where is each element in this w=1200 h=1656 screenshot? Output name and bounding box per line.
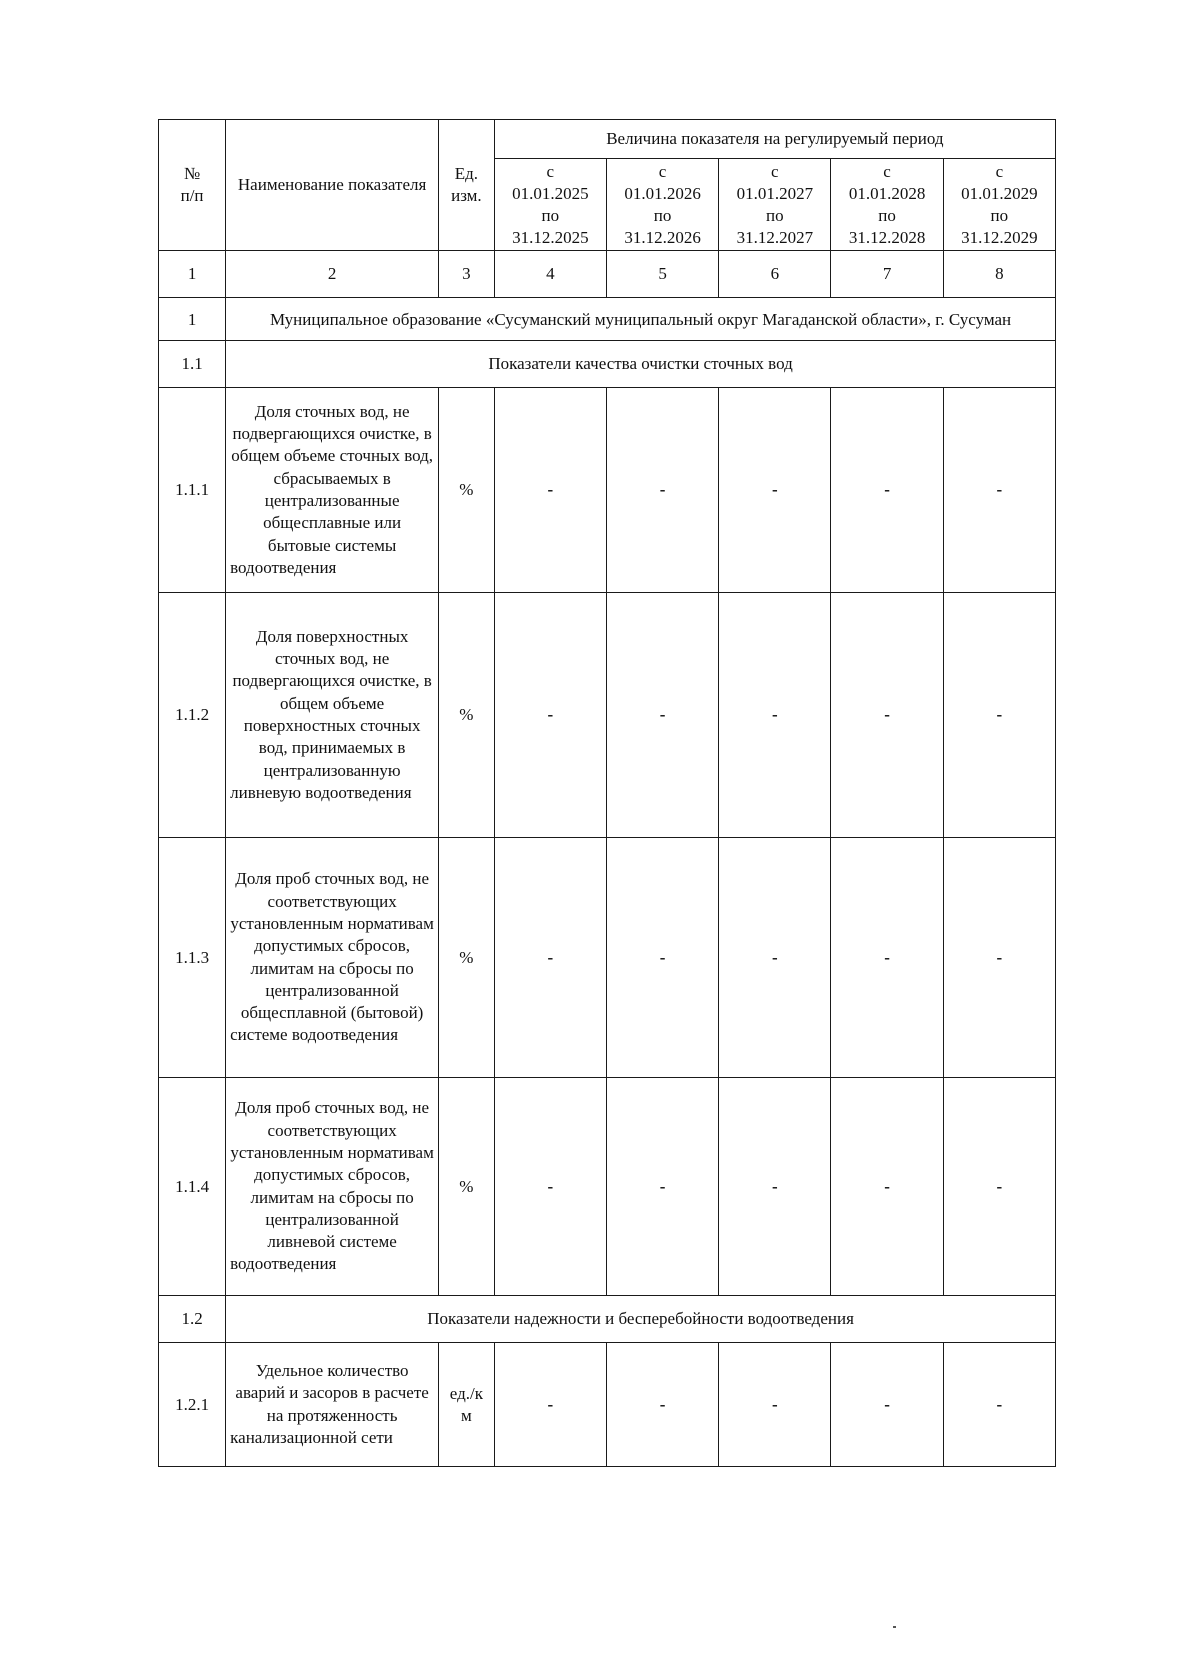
column-number: 6 bbox=[719, 251, 831, 298]
section-no: 1.1 bbox=[159, 341, 226, 388]
column-number: 8 bbox=[943, 251, 1055, 298]
period-from: 01.01.2025 bbox=[512, 183, 589, 203]
row-no: 1.1.1 bbox=[159, 388, 226, 593]
indicator-value: - bbox=[494, 388, 606, 593]
period-from: 01.01.2029 bbox=[961, 183, 1038, 203]
header-unit: Ед. изм. bbox=[439, 120, 495, 251]
indicator-value: - bbox=[494, 838, 606, 1078]
section-title: Показатели качества очистки сточных вод bbox=[226, 341, 1056, 388]
row-no: 1.1.3 bbox=[159, 838, 226, 1078]
indicator-value: - bbox=[606, 1343, 718, 1467]
section-no: 1.2 bbox=[159, 1296, 226, 1343]
indicator-value: - bbox=[606, 838, 718, 1078]
indicator-value: - bbox=[831, 1078, 943, 1296]
municipality-title: Муниципальное образование «Сусуманский муниципальный округ Магаданской области», г. Сусуман bbox=[226, 298, 1056, 341]
indicator-unit: % bbox=[439, 388, 495, 593]
row-no: 1.1.4 bbox=[159, 1078, 226, 1296]
indicator-name: Доля сточных вод, не подвергающихся очистке, в общем объеме сточных вод, сбрасываемых в централизованные общесплавные или бытовые системы водоотведения bbox=[226, 388, 439, 593]
indicator-value: - bbox=[943, 838, 1055, 1078]
indicator-unit: % bbox=[439, 838, 495, 1078]
indicator-value: - bbox=[606, 1078, 718, 1296]
indicator-value: - bbox=[831, 388, 943, 593]
period-to: 31.12.2028 bbox=[848, 227, 926, 247]
indicator-value: - bbox=[494, 593, 606, 838]
column-number: 1 bbox=[159, 251, 226, 298]
indicator-unit: % bbox=[439, 593, 495, 838]
period-from-word: с bbox=[771, 161, 779, 181]
indicator-name: Удельное количество аварий и засоров в расчете на протяженность канализационной сети bbox=[226, 1343, 439, 1467]
column-number: 5 bbox=[606, 251, 718, 298]
indicator-value: - bbox=[494, 1343, 606, 1467]
table-row bbox=[159, 593, 1056, 838]
header-no: № п/п bbox=[159, 120, 226, 251]
indicator-value: - bbox=[719, 593, 831, 838]
period-from-word: с bbox=[658, 161, 667, 181]
header-period-5 bbox=[943, 159, 1055, 251]
period-to-word: по bbox=[878, 205, 896, 225]
indicator-value: - bbox=[719, 1078, 831, 1296]
column-number: 4 bbox=[494, 251, 606, 298]
period-to: 31.12.2026 bbox=[624, 227, 701, 247]
period-to-word: по bbox=[653, 205, 672, 225]
header-period-4 bbox=[831, 159, 943, 251]
indicator-value: - bbox=[831, 838, 943, 1078]
period-from-word: с bbox=[546, 161, 555, 181]
header-period-2 bbox=[606, 159, 718, 251]
period-to: 31.12.2027 bbox=[736, 227, 814, 247]
indicator-unit: ед./км bbox=[439, 1343, 495, 1467]
period-from: 01.01.2026 bbox=[624, 183, 701, 203]
scan-speck bbox=[893, 1626, 896, 1628]
period-to-word: по bbox=[541, 205, 560, 225]
period-from-word: с bbox=[995, 161, 1004, 181]
municipality-no: 1 bbox=[159, 298, 226, 341]
indicator-value: - bbox=[943, 388, 1055, 593]
header-period-title: Величина показателя на регулируемый период bbox=[494, 120, 1055, 159]
indicator-value: - bbox=[606, 593, 718, 838]
period-to-word: по bbox=[766, 205, 784, 225]
header-period-3 bbox=[719, 159, 831, 251]
period-from: 01.01.2028 bbox=[848, 183, 926, 203]
section-title: Показатели надежности и бесперебойности водоотведения bbox=[226, 1296, 1056, 1343]
table-row bbox=[159, 1078, 1056, 1296]
indicator-value: - bbox=[943, 1078, 1055, 1296]
indicator-name: Доля поверхностных сточных вод, не подвергающихся очистке, в общем объеме поверхностных сточных вод, принимаемых в централизованную ливневую водоотведения bbox=[226, 593, 439, 838]
column-number: 3 bbox=[439, 251, 495, 298]
row-no: 1.2.1 bbox=[159, 1343, 226, 1467]
header-period-1 bbox=[494, 159, 606, 251]
indicator-value: - bbox=[719, 1343, 831, 1467]
header-name: Наименование показателя bbox=[226, 120, 439, 251]
table-row bbox=[159, 838, 1056, 1078]
indicator-value: - bbox=[494, 1078, 606, 1296]
column-number: 2 bbox=[226, 251, 439, 298]
table-row bbox=[159, 388, 1056, 593]
period-to: 31.12.2025 bbox=[512, 227, 589, 247]
indicator-name: Доля проб сточных вод, не соответствующих установленным нормативам допустимых сбросов, лимитам на сбросы по централизованной ливневой системе водоотведения bbox=[226, 1078, 439, 1296]
indicator-unit: % bbox=[439, 1078, 495, 1296]
period-from-word: с bbox=[883, 161, 891, 181]
indicator-value: - bbox=[831, 1343, 943, 1467]
indicator-name: Доля проб сточных вод, не соответствующих установленным нормативам допустимых сбросов, лимитам на сбросы по централизованной общесплавной (бытовой) системе водоотведения bbox=[226, 838, 439, 1078]
indicator-value: - bbox=[943, 593, 1055, 838]
indicator-value: - bbox=[831, 593, 943, 838]
indicator-value: - bbox=[719, 388, 831, 593]
period-to-word: по bbox=[990, 205, 1009, 225]
section-row bbox=[159, 1296, 1056, 1343]
section-row bbox=[159, 341, 1056, 388]
indicators-table bbox=[158, 119, 1056, 1467]
table-row bbox=[159, 1343, 1056, 1467]
row-no: 1.1.2 bbox=[159, 593, 226, 838]
period-to: 31.12.2029 bbox=[961, 227, 1038, 247]
period-from: 01.01.2027 bbox=[736, 183, 814, 203]
indicator-value: - bbox=[606, 388, 718, 593]
indicator-value: - bbox=[719, 838, 831, 1078]
indicator-value: - bbox=[943, 1343, 1055, 1467]
column-number: 7 bbox=[831, 251, 943, 298]
